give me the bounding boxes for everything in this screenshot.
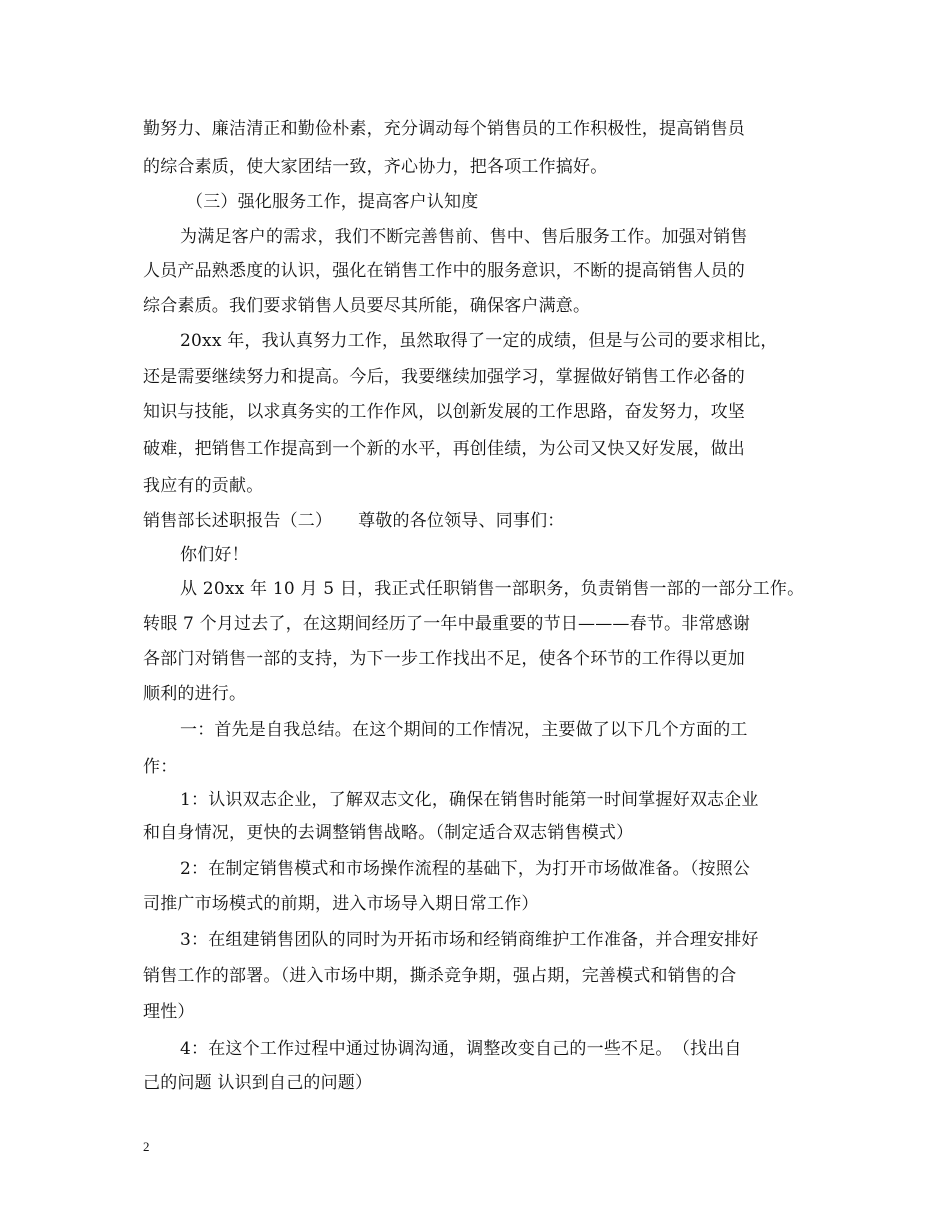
text-line: 还是需要继续努力和提高。今后，我要继续加强学习，掌握做好销售工作必备的 <box>143 367 745 387</box>
text-line: 作： <box>143 757 178 777</box>
report-title-line: 销售部长述职报告（二） 尊敬的各位领导、同事们： <box>143 511 565 531</box>
text-line: 销售工作的部署。（进入市场中期，撕杀竞争期，强占期，完善模式和销售的合 <box>143 966 737 986</box>
list-item-line: 4：在这个工作过程中通过协调沟通，调整改变自己的一些不足。 （找出自 <box>180 1039 742 1059</box>
text-line: 知识与技能，以求真务实的工作作风，以创新发展的工作思路，奋发努力，攻坚 <box>143 402 745 422</box>
text-line: 从 20xx 年 10 月 5 日，我正式任职销售一部职务，负责销售一部的一部分工作。 <box>180 579 805 599</box>
text-line: 司推广市场模式的前期，进入市场导入期日常工作） <box>143 894 539 914</box>
text-line: 的综合素质，使大家团结一致，齐心协力，把各项工作搞好。 <box>143 157 608 177</box>
text-line: 和自身情况，更快的去调整销售战略。（制定适合双志销售模式） <box>143 823 634 843</box>
text-line: 勤努力、廉洁清正和勤俭朴素，充分调动每个销售员的工作积极性，提高销售员 <box>143 119 745 139</box>
text-line: 我应有的贡献。 <box>143 476 264 496</box>
text-line: 己的问题 认识到自己的问题） <box>143 1073 373 1093</box>
page-number: 2 <box>143 1139 150 1154</box>
greeting-line: 你们好！ <box>180 545 249 565</box>
text-line: 理性） <box>143 1002 195 1022</box>
list-item-line: 1：认识双志企业，了解双志文化，确保在销售时能第一时间掌握好双志企业 <box>180 790 759 810</box>
text-line: 20xx 年，我认真努力工作，虽然取得了一定的成绩，但是与公司的要求相比， <box>180 331 778 351</box>
text-line: 转眼 7 个月过去了，在这期间经历了一年中最重要的节日———春节。非常感谢 <box>143 614 751 634</box>
text-line: 为满足客户的需求，我们不断完善售前、售中、售后服务工作。加强对销售 <box>180 227 748 247</box>
list-item-line: 3：在组建销售团队的同时为开拓市场和经销商维护工作准备，并合理安排好 <box>180 930 759 950</box>
section-heading: （三）强化服务工作，提高客户认知度 <box>186 192 479 212</box>
text-line: 顺利的进行。 <box>143 684 247 704</box>
text-line: 各部门对销售一部的支持，为下一步工作找出不足，使各个环节的工作得以更加 <box>143 649 745 669</box>
list-item-line: 2：在制定销售模式和市场操作流程的基础下，为打开市场做准备。（按照公 <box>180 859 751 879</box>
text-line: 破难，把销售工作提高到一个新的水平，再创佳绩，为公司又快又好发展，做出 <box>143 439 745 459</box>
text-line: 一：首先是自我总结。在这个期间的工作情况，主要做了以下几个方面的工 <box>180 720 748 740</box>
text-line: 人员产品熟悉度的认识，强化在销售工作中的服务意识，不断的提高销售人员的 <box>143 261 745 281</box>
text-line: 综合素质。我们要求销售人员要尽其所能，确保客户满意。 <box>143 296 591 316</box>
